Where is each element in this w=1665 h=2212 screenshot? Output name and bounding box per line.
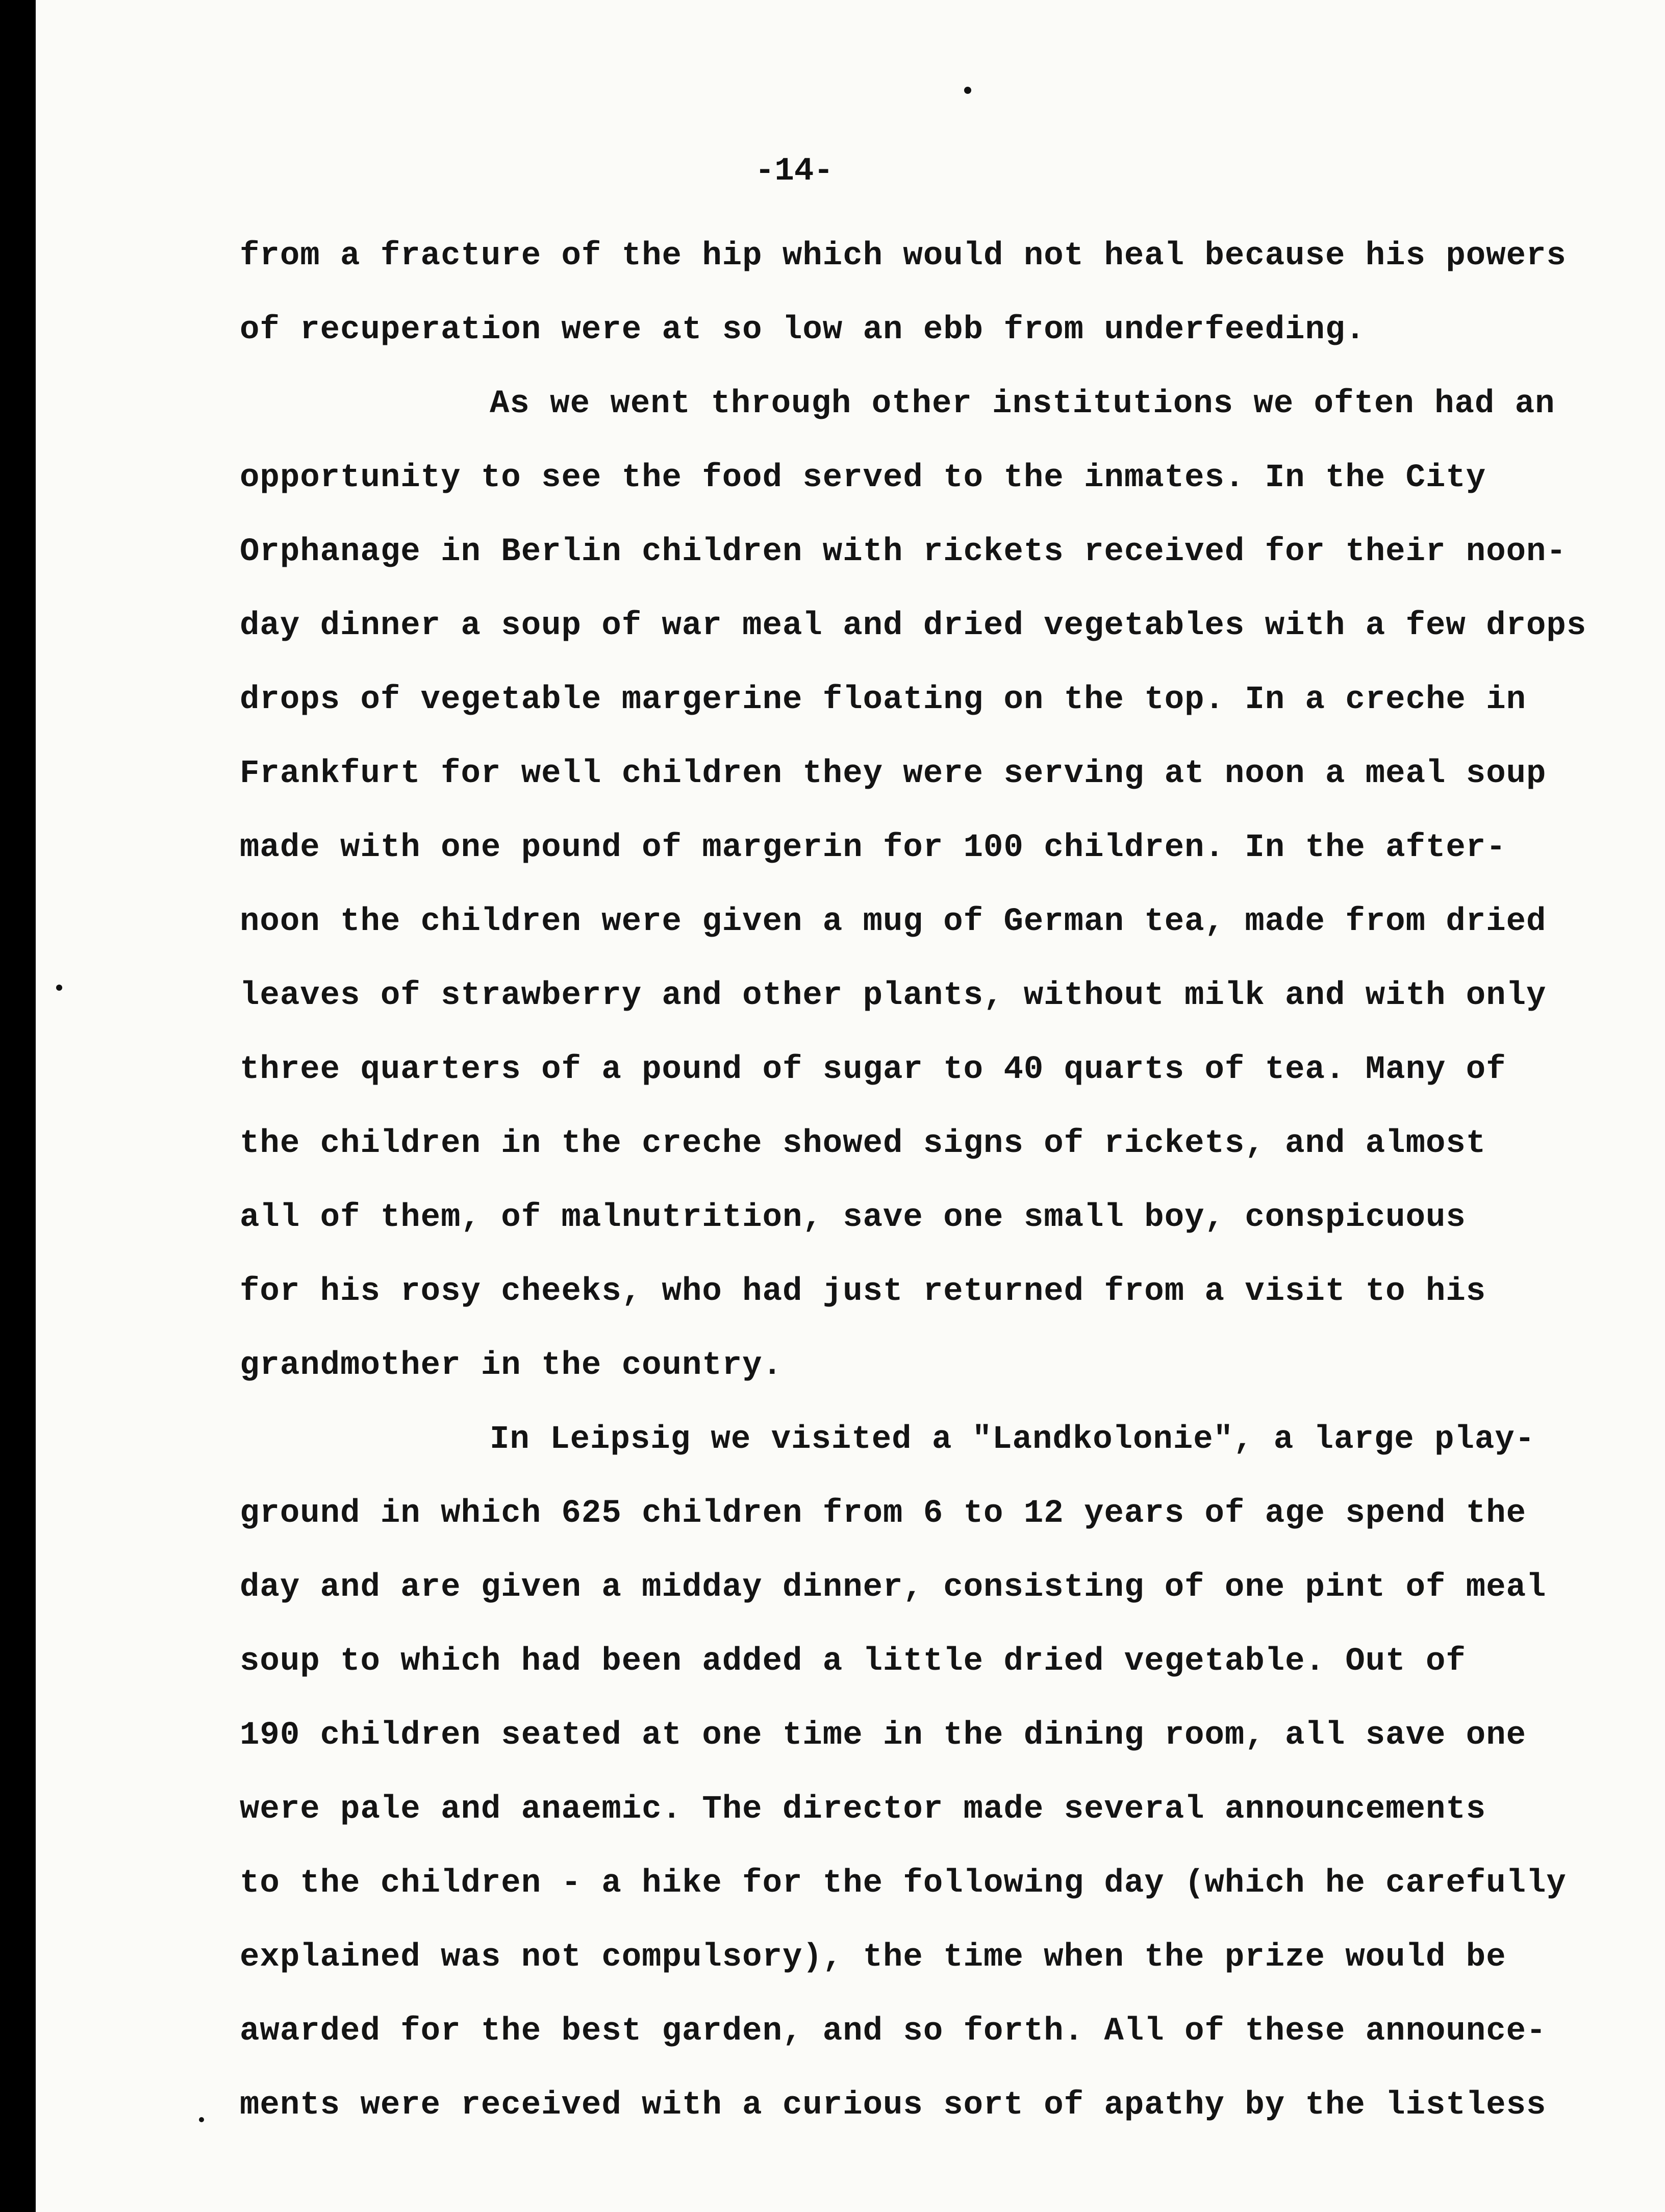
text-line: from a fracture of the hip which would not heal because his powers <box>240 238 1567 274</box>
text-line: As we went through other institutions we often had an <box>490 386 1555 422</box>
text-line: soup to which had been added a little dried vegetable. Out of <box>240 1643 1466 1680</box>
text-line: explained was not compulsory), the time when the prize would be <box>240 1939 1506 1976</box>
paragraph-1 <box>240 219 1617 367</box>
paragraph-3 <box>240 1403 1617 2143</box>
text-line: the children in the creche showed signs of rickets, and almost <box>240 1125 1486 1162</box>
text-line: In Leipsig we visited a "Landkolonie", a large play- <box>490 1421 1535 1458</box>
text-line: were pale and anaemic. The director made several announcements <box>240 1791 1486 1828</box>
text-line: made with one pound of margerin for 100 children. In the after- <box>240 830 1506 866</box>
text-line: for his rosy cheeks, who had just returned from a visit to his <box>240 1273 1486 1310</box>
text-line: 190 children seated at one time in the dining room, all save one <box>240 1717 1526 1754</box>
text-line: three quarters of a pound of sugar to 40 quarts of tea. Many of <box>240 1051 1506 1088</box>
page-number: -14- <box>755 153 834 190</box>
text-line: ments were received with a curious sort of apathy by the listless <box>240 2087 1547 2124</box>
text-line: all of them, of malnutrition, save one small boy, conspicuous <box>240 1199 1466 1236</box>
text-line: noon the children were given a mug of German tea, made from dried <box>240 903 1547 940</box>
scan-speck <box>964 87 971 94</box>
text-line: day dinner a soup of war meal and dried vegetables with a few drops <box>240 608 1587 644</box>
text-line: leaves of strawberry and other plants, without milk and with only <box>240 977 1547 1014</box>
text-line: day and are given a midday dinner, consisting of one pint of meal <box>240 1569 1547 1606</box>
scan-speck <box>56 985 62 991</box>
text-line: Frankfurt for well children they were serving at noon a meal soup <box>240 756 1547 792</box>
text-line: opportunity to see the food served to the inmates. In the City <box>240 460 1486 496</box>
text-line: Orphanage in Berlin children with rickets received for their noon- <box>240 534 1567 570</box>
text-line: awarded for the best garden, and so forth. All of these announce- <box>240 2013 1547 2050</box>
text-line: of recuperation were at so low an ebb from underfeeding. <box>240 312 1366 348</box>
text-line: ground in which 625 children from 6 to 12 years of age spend the <box>240 1495 1526 1532</box>
text-line: drops of vegetable margerine floating on the top. In a creche in <box>240 682 1526 718</box>
document-page <box>36 0 1665 2212</box>
text-line: grandmother in the country. <box>240 1347 783 1384</box>
scan-speck <box>199 2117 204 2122</box>
document-body <box>240 219 1617 2143</box>
paragraph-2 <box>240 367 1617 1403</box>
text-line: to the children - a hike for the following day (which he carefully <box>240 1865 1567 1902</box>
